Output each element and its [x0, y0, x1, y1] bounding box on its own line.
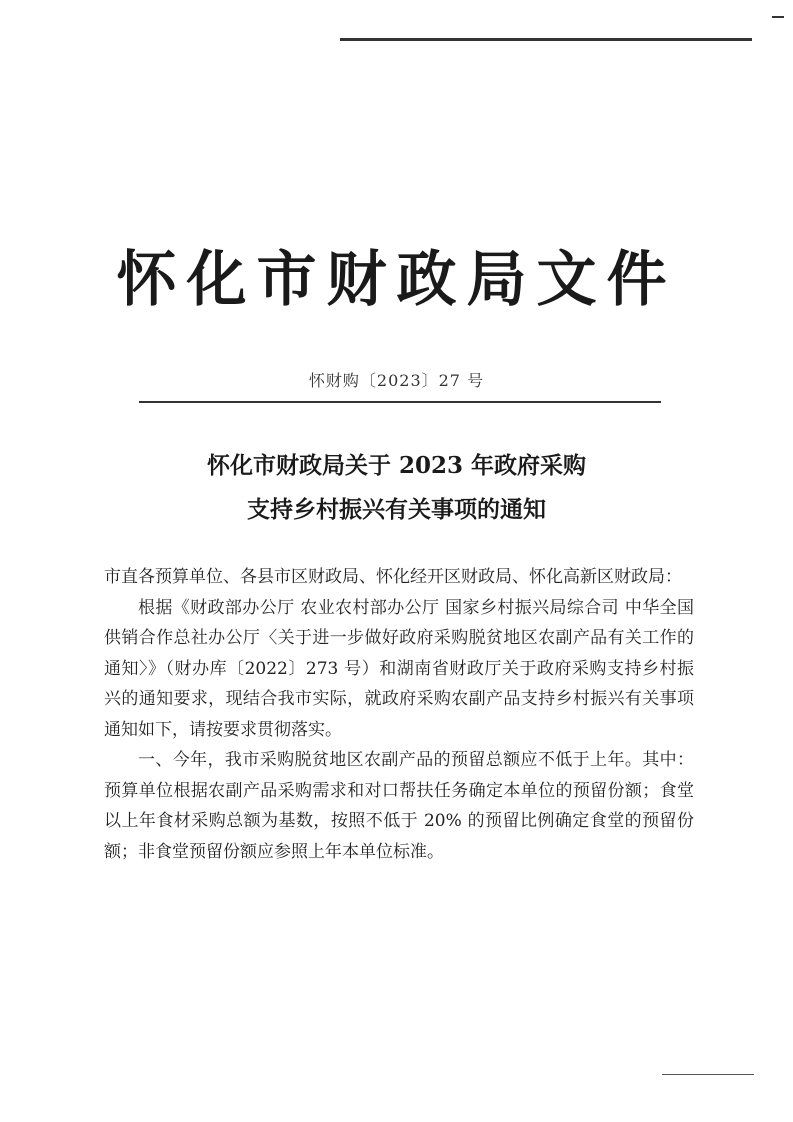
document-number: 怀财购〔2023〕27 号: [308, 371, 485, 390]
notice-body: [104, 562, 694, 867]
notice-title-line-2: 支持乡村振兴有关事项的通知: [247, 496, 546, 523]
issuer-header-title: 怀化市财政局文件: [116, 245, 677, 315]
top-rule: [340, 38, 752, 41]
body-paragraph-1: 根据《财政部办公厅 农业农村部办公厅 国家乡村振兴局综合司 中华全国供销合作总社办公厅〈关于进一步做好政府采购脱贫地区农副产品有关工作的通知〉》（财办库〔2022〕273 号）和湖南省财政厅关于政府采购支持乡村振兴的通知要求，现结合我市实际，就政府采购农副产品支持乡村振兴有关事项通知如下，请按要求贯彻落实。: [104, 597, 694, 740]
recipients-line: 市直各预算单位、各县市区财政局、怀化经开区财政局、怀化高新区财政局：: [104, 567, 682, 587]
footer-rule: [662, 1074, 754, 1075]
body-paragraph-2: 一、今年，我市采购脱贫地区农副产品的预留总额应不低于上年。其中：预算单位根据农副产品采购需求和对口帮扶任务确定本单位的预留份额；食堂以上年食材采购总额为基数，按照不低于 20% 的预留比例确定食堂的预留份额；非食堂预留份额应参照上年本单位标准。: [104, 750, 694, 862]
page-edge-mark: [772, 16, 784, 18]
notice-title: [0, 444, 793, 532]
header-separator-line: [139, 401, 661, 403]
notice-title-line-1: 怀化市财政局关于 2023 年政府采购: [206, 452, 587, 479]
